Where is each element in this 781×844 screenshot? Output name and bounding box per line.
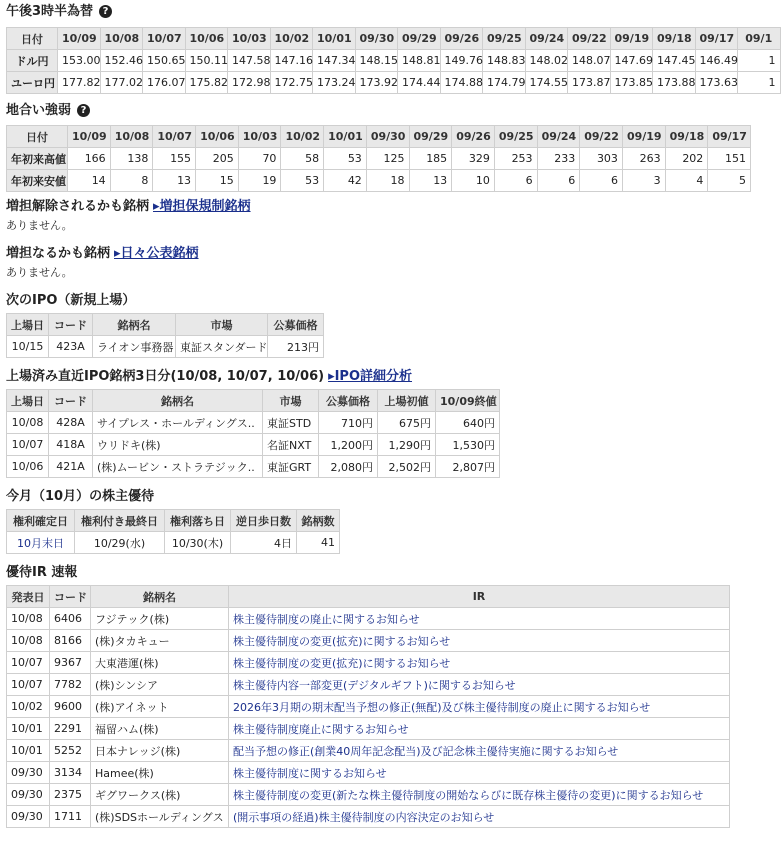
table-row: [7, 434, 500, 456]
ir-link[interactable]: 2026年3月期の期末配当予想の修正(無配)及び株主優待制度の廃止に関するお知らせ: [233, 700, 651, 714]
table-cell: 10/08: [7, 630, 50, 652]
table-cell: [229, 652, 730, 674]
table-row: [7, 696, 730, 718]
table-cell: ウリドキ(株): [93, 434, 263, 456]
table-cell: 205: [196, 148, 239, 170]
ir-link[interactable]: 配当予想の修正(創業40周年記念配当)及び記念株主優待実施に関するお知らせ: [233, 744, 619, 758]
strength-title-text: 地合い強弱: [6, 103, 72, 118]
column-header: 公募価格: [319, 390, 378, 412]
table-cell: 8166: [50, 630, 91, 652]
table-cell: 09/30: [7, 784, 50, 806]
column-header: 権利落ち日: [165, 510, 231, 532]
table-cell: 53: [324, 148, 367, 170]
fx-header-row: [7, 28, 781, 50]
ir-link[interactable]: 株主優待制度の変更(拡充)に関するお知らせ: [233, 634, 451, 648]
date-header: 09/30: [355, 28, 398, 50]
ir-title: 優待IR 速報: [6, 565, 78, 580]
table-cell: 1,290円: [378, 434, 436, 456]
next_ipo-header-row: [7, 314, 324, 336]
table-cell: [229, 762, 730, 784]
date-header: 09/29: [398, 28, 441, 50]
table-cell: 173.92: [355, 72, 398, 94]
table-cell: (株)タカキュー: [91, 630, 229, 652]
recent-ipo-title-text: 上場済み直近IPO銘柄3日分(10/08, 10/07, 10/06): [6, 369, 325, 384]
table-cell: 421A: [49, 456, 93, 478]
table-row: [7, 412, 500, 434]
column-header: 公募価格: [268, 314, 324, 336]
table-cell: 4: [665, 170, 708, 192]
table-row: [7, 630, 730, 652]
benefit-title: 今月（10月）の株主優待: [6, 489, 155, 504]
ir-link[interactable]: 株主優待制度廃止に関するお知らせ: [233, 722, 409, 736]
table-cell: 8: [110, 170, 153, 192]
table-cell: 147.34: [313, 50, 356, 72]
column-header: コード: [49, 390, 93, 412]
date-header: 09/26: [440, 28, 483, 50]
table-cell: 9367: [50, 652, 91, 674]
table-cell: 148.02: [525, 50, 568, 72]
table-cell: フジテック(株): [91, 608, 229, 630]
table-cell: [229, 696, 730, 718]
column-header: 逆日歩日数: [231, 510, 297, 532]
table-cell: 329: [452, 148, 495, 170]
margin-add-title-text: 増担なるかも銘柄: [6, 246, 111, 261]
table-cell: 675円: [378, 412, 436, 434]
table-cell: 東証GRT: [263, 456, 319, 478]
date-header: 09/24: [537, 126, 580, 148]
table-cell: [229, 784, 730, 806]
date-header: 10/02: [270, 28, 313, 50]
margin-regulation-link[interactable]: ▸増担保規制銘柄: [153, 199, 251, 214]
date-header: 10/03: [238, 126, 281, 148]
fx-table: [6, 27, 781, 94]
date-header: 09/17: [695, 28, 738, 50]
table-row: [7, 336, 324, 358]
ir-link[interactable]: 株主優待制度に関するお知らせ: [233, 766, 387, 780]
column-header: 市場: [176, 314, 268, 336]
date-header: 09/17: [708, 126, 751, 148]
date-header: 09/22: [580, 126, 623, 148]
table-cell: ギグワークス(株): [91, 784, 229, 806]
table-cell: 10/06: [7, 456, 49, 478]
table-cell: (株)アイネット: [91, 696, 229, 718]
next-ipo-table: [6, 313, 324, 358]
column-header: 上場日: [7, 390, 49, 412]
date-header: 09/19: [622, 126, 665, 148]
table-cell: 10/07: [7, 652, 50, 674]
date-header: 10/08: [110, 126, 153, 148]
table-cell: 9600: [50, 696, 91, 718]
table-cell: 1711: [50, 806, 91, 828]
table-cell: 423A: [49, 336, 93, 358]
table-cell: [229, 630, 730, 652]
next-ipo-title: 次のIPO（新規上場）: [6, 293, 136, 308]
table-cell: 640円: [436, 412, 500, 434]
ir-link[interactable]: (開示事項の経過)株主優待制度の内容決定のお知らせ: [233, 810, 495, 824]
row-label: 年初来安値: [7, 170, 68, 192]
strength-table: [6, 125, 751, 192]
date-header: 09/25: [494, 126, 537, 148]
table-cell: 福留ハム(株): [91, 718, 229, 740]
table-cell: (株)SDSホールディングス: [91, 806, 229, 828]
table-cell: 148.07: [568, 50, 611, 72]
column-header: 銘柄数: [297, 510, 340, 532]
table-cell: 174.88: [440, 72, 483, 94]
table-cell: 177.02: [100, 72, 143, 94]
table-cell: 175.82: [185, 72, 228, 94]
table-row: [7, 784, 730, 806]
table-cell: 147.58: [228, 50, 271, 72]
table-cell: 10: [452, 170, 495, 192]
table-cell: (株)シンシア: [91, 674, 229, 696]
table-cell: 147.69: [610, 50, 653, 72]
margin-add-title: [6, 244, 754, 264]
table-row: [7, 72, 781, 94]
table-row: [7, 608, 730, 630]
table-cell: 2,807円: [436, 456, 500, 478]
table-cell: 3: [622, 170, 665, 192]
fx-header-label: 日付: [7, 28, 58, 50]
table-cell: 6: [537, 170, 580, 192]
table-cell: 149.76: [440, 50, 483, 72]
table-cell: 150.65: [143, 50, 186, 72]
table-row: [7, 806, 730, 828]
table-cell: ライオン事務器: [93, 336, 176, 358]
column-header: 市場: [263, 390, 319, 412]
help-icon[interactable]: ?: [99, 5, 112, 18]
date-header: 09/18: [653, 28, 696, 50]
margin-release-title: [6, 197, 754, 217]
recent-ipo-table: [6, 389, 500, 478]
table-cell: 173.24: [313, 72, 356, 94]
table-cell: [229, 806, 730, 828]
table-cell: サイプレス・ホールディングス..: [93, 412, 263, 434]
table-cell: 418A: [49, 434, 93, 456]
date-header: 10/03: [228, 28, 271, 50]
strength-header-row: [7, 126, 751, 148]
benefit-header-row: [7, 510, 340, 532]
table-cell: 138: [110, 148, 153, 170]
table-cell: 5: [708, 170, 751, 192]
table-cell: [229, 674, 730, 696]
table-cell: 263: [622, 148, 665, 170]
table-cell: 303: [580, 148, 623, 170]
table-cell: 176.07: [143, 72, 186, 94]
table-cell: 146.49: [695, 50, 738, 72]
table-cell: 10/30(木): [165, 532, 231, 554]
table-cell: 1: [738, 50, 781, 72]
table-cell: 173.88: [653, 72, 696, 94]
table-cell: 7782: [50, 674, 91, 696]
column-header: 上場日: [7, 314, 49, 336]
table-cell: 13: [409, 170, 452, 192]
date-header: 09/29: [409, 126, 452, 148]
benefit-table: [6, 509, 340, 554]
table-cell: 173.87: [568, 72, 611, 94]
table-cell: 6: [494, 170, 537, 192]
row-label: 年初来高値: [7, 148, 68, 170]
table-cell: 10/29(水): [75, 532, 165, 554]
strength-title: [6, 101, 754, 121]
table-cell: [229, 740, 730, 762]
column-header: 発表日: [7, 586, 50, 608]
table-cell: 147.16: [270, 50, 313, 72]
table-cell: 1: [738, 72, 781, 94]
table-cell: 14: [68, 170, 111, 192]
recent-ipo-title: [6, 367, 754, 387]
date-header: 09/30: [366, 126, 409, 148]
table-cell: 4日: [231, 532, 297, 554]
table-cell: 42: [324, 170, 367, 192]
column-header: 10/09終値: [436, 390, 500, 412]
ipo-analysis-link[interactable]: ▸IPO詳細分析: [328, 369, 413, 384]
date-header: 10/09: [68, 126, 111, 148]
table-cell: 125: [366, 148, 409, 170]
table-cell: 174.79: [483, 72, 526, 94]
date-header: 10/06: [196, 126, 239, 148]
ir-header-row: [7, 586, 730, 608]
table-cell: 710円: [319, 412, 378, 434]
table-cell: 58: [281, 148, 324, 170]
table-cell: 2,080円: [319, 456, 378, 478]
table-row: [7, 532, 340, 554]
ir-link[interactable]: 株主優待制度の廃止に関するお知らせ: [233, 612, 420, 626]
table-cell: 148.83: [483, 50, 526, 72]
column-header: 権利確定日: [7, 510, 75, 532]
table-cell: 53: [281, 170, 324, 192]
table-cell: 10/07: [7, 674, 50, 696]
table-row: [7, 456, 500, 478]
table-cell: 147.45: [653, 50, 696, 72]
table-cell: 09/30: [7, 806, 50, 828]
table-cell: 155: [153, 148, 196, 170]
table-cell: 213円: [268, 336, 324, 358]
table-cell: 185: [409, 148, 452, 170]
strength-header-label: 日付: [7, 126, 68, 148]
table-cell: 173.63: [695, 72, 738, 94]
daily-announce-link[interactable]: ▸日々公表銘柄: [114, 246, 199, 261]
table-cell: 166: [68, 148, 111, 170]
column-header: 銘柄名: [91, 586, 229, 608]
table-cell: [7, 532, 75, 554]
date-header: 10/07: [143, 28, 186, 50]
table-cell: 日本ナレッジ(株): [91, 740, 229, 762]
table-cell: 10/08: [7, 412, 49, 434]
table-cell: 151: [708, 148, 751, 170]
date-header: 09/1: [738, 28, 781, 50]
date-header: 09/24: [525, 28, 568, 50]
table-cell: 13: [153, 170, 196, 192]
date-header: 10/07: [153, 126, 196, 148]
date-header: 10/01: [324, 126, 367, 148]
date-header: 09/22: [568, 28, 611, 50]
table-row: [7, 50, 781, 72]
table-cell: 10/01: [7, 740, 50, 762]
date-header: 10/09: [58, 28, 101, 50]
table-cell: 3134: [50, 762, 91, 784]
column-header: IR: [229, 586, 730, 608]
date-header: 10/08: [100, 28, 143, 50]
table-cell: 177.82: [58, 72, 101, 94]
row-label: ドル円: [7, 50, 58, 72]
table-cell: 15: [196, 170, 239, 192]
table-cell: 18: [366, 170, 409, 192]
table-cell: 東証STD: [263, 412, 319, 434]
table-cell: 428A: [49, 412, 93, 434]
table-cell: Hamee(株): [91, 762, 229, 784]
help-icon[interactable]: ?: [77, 104, 90, 117]
column-header: 権利付き最終日: [75, 510, 165, 532]
date-header: 09/25: [483, 28, 526, 50]
table-cell: 173.85: [610, 72, 653, 94]
table-row: [7, 674, 730, 696]
table-cell: 148.15: [355, 50, 398, 72]
table-cell: 70: [238, 148, 281, 170]
column-header: コード: [50, 586, 91, 608]
table-cell: 172.75: [270, 72, 313, 94]
row-label: ユーロ円: [7, 72, 58, 94]
table-cell: 09/30: [7, 762, 50, 784]
date-header: 09/18: [665, 126, 708, 148]
fx-title: [6, 2, 754, 22]
table-cell: 19: [238, 170, 281, 192]
table-cell: 150.11: [185, 50, 228, 72]
table-cell: 名証NXT: [263, 434, 319, 456]
column-header: 銘柄名: [93, 314, 176, 336]
table-row: [7, 740, 730, 762]
table-cell: 東証スタンダード: [176, 336, 268, 358]
column-header: 上場初値: [378, 390, 436, 412]
table-cell: 2375: [50, 784, 91, 806]
table-cell: (株)ムービン・ストラテジック..: [93, 456, 263, 478]
table-row: [7, 718, 730, 740]
table-cell: 148.81: [398, 50, 441, 72]
recent_ipo-header-row: [7, 390, 500, 412]
table-cell: 大東港運(株): [91, 652, 229, 674]
benefit-date-link[interactable]: 10月末日: [17, 536, 64, 550]
margin-add-note: ありません。: [6, 266, 73, 279]
table-cell: 202: [665, 148, 708, 170]
table-cell: 10/15: [7, 336, 49, 358]
table-cell: 152.46: [100, 50, 143, 72]
table-cell: 174.44: [398, 72, 441, 94]
column-header: コード: [49, 314, 93, 336]
table-row: [7, 652, 730, 674]
fx-title-text: 午後3時半為替: [6, 4, 94, 19]
date-header: 09/19: [610, 28, 653, 50]
table-cell: [229, 718, 730, 740]
table-cell: 10/01: [7, 718, 50, 740]
table-row: [7, 170, 751, 192]
table-cell: 233: [537, 148, 580, 170]
date-header: 10/06: [185, 28, 228, 50]
ir-link[interactable]: 株主優待制度の変更(拡充)に関するお知らせ: [233, 656, 451, 670]
table-cell: 174.55: [525, 72, 568, 94]
table-cell: 10/08: [7, 608, 50, 630]
table-cell: 2291: [50, 718, 91, 740]
ir-link[interactable]: 株主優待制度の変更(新たな株主優待制度の開始ならびに既存株主優待の変更)に関するお知らせ: [233, 788, 704, 802]
date-header: 10/02: [281, 126, 324, 148]
table-row: [7, 148, 751, 170]
table-cell: 5252: [50, 740, 91, 762]
table-cell: 153.00: [58, 50, 101, 72]
table-cell: 6: [580, 170, 623, 192]
ir-link[interactable]: 株主優待内容一部変更(デジタルギフト)に関するお知らせ: [233, 678, 516, 692]
margin-release-note: ありません。: [6, 219, 73, 232]
table-cell: 6406: [50, 608, 91, 630]
ir-table: [6, 585, 730, 828]
table-cell: [229, 608, 730, 630]
table-cell: 172.98: [228, 72, 271, 94]
table-cell: 1,200円: [319, 434, 378, 456]
table-row: [7, 762, 730, 784]
table-cell: 41: [297, 532, 340, 554]
table-cell: 10/02: [7, 696, 50, 718]
margin-release-title-text: 増担解除されるかも銘柄: [6, 199, 150, 214]
table-cell: 253: [494, 148, 537, 170]
date-header: 10/01: [313, 28, 356, 50]
table-cell: 1,530円: [436, 434, 500, 456]
table-cell: 10/07: [7, 434, 49, 456]
table-cell: 2,502円: [378, 456, 436, 478]
column-header: 銘柄名: [93, 390, 263, 412]
date-header: 09/26: [452, 126, 495, 148]
